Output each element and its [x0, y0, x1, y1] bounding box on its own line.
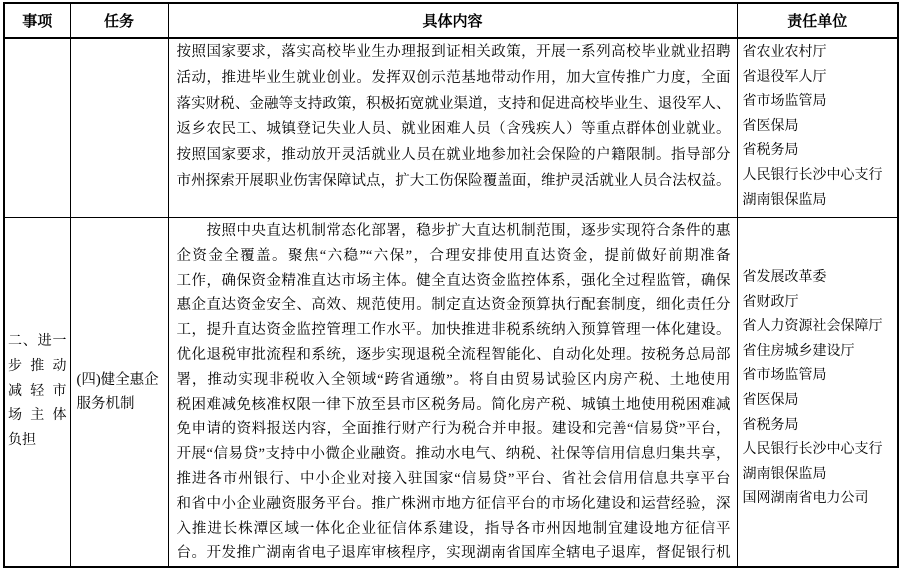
content-paragraph	[169, 39, 737, 195]
table-row	[4, 218, 898, 568]
units-list	[738, 218, 898, 512]
text-line: 按照中央直达机制常态化部署，稳步扩大直达机制范围，逐步实现符合条件的惠	[176, 223, 731, 239]
text-line: 开展“信易贷”支持中小微企业融资。推动水电气、纳税、社保等信用信息归集共享，	[176, 446, 731, 463]
text-line: 按照国家要求，落实高校毕业生办理报到证相关政策，开展一系列高校毕业就业招聘	[176, 44, 731, 60]
units-cell	[737, 218, 898, 568]
item-cell	[4, 218, 70, 568]
text-line: 省市场监管局	[742, 94, 827, 110]
text-line: 省医保局	[742, 118, 799, 134]
text-line: 推进各市州银行、中小企业对接入驻国家“信易贷”平台、省社会信用信息共享平台	[176, 470, 731, 487]
text-line: 省农业农村厅	[742, 45, 827, 60]
text-line: 优化退税审批流程和系统，逐步实现退税全流程智能化、自动化处理。按税务总局部	[176, 346, 731, 363]
text-line: 负担	[8, 433, 36, 449]
units-list	[738, 39, 898, 213]
text-line: 入推进长株潭区域一体化企业征信体系建设，指导各市州因地制宜建设地方征信平	[176, 520, 731, 537]
text-line: 惠企直达资金安全、高效、规范使用。制定直达资金预算执行配套制度，细化责任分	[176, 297, 731, 314]
text-line: 省医保局	[742, 392, 799, 408]
text-line: 二、进一	[8, 334, 67, 350]
text-line: 省财政厅	[742, 294, 799, 310]
text-line: 省市场监管局	[742, 368, 827, 384]
table-row	[4, 38, 898, 218]
text-line: 湖南银保监局	[742, 466, 827, 482]
text-line: 落实财税、金融等支持政策，积极拓宽就业渠道，支持和促进高校毕业生、退役军人、	[176, 95, 731, 112]
text-line: 企资金全覆盖。聚焦“六稳”“六保”，合理安排使用直达资金，提前做好前期准备	[176, 247, 731, 264]
text-line: 工，提升直达资金监控管理工作水平。加快推进非税系统纳入预算管理一体化建设。	[176, 322, 731, 339]
content-cell	[168, 218, 737, 568]
column-header-task: 任务	[70, 3, 168, 38]
text-line: 人民银行长沙中心支行	[742, 442, 883, 458]
task-label: (四)健全惠企服务机制	[76, 371, 159, 413]
table-header-row	[4, 3, 898, 38]
text-line: 人民银行长沙中心支行	[742, 167, 883, 183]
units-cell	[737, 38, 898, 218]
text-line: 按照国家要求，推动放开灵活就业人员在就业地参加社会保险的户籍限制。指导部分	[176, 147, 731, 164]
text-line: 省税务局	[742, 143, 799, 159]
text-line: 省退役军人厅	[742, 69, 827, 85]
text-line: 工作，确保资金精准直达市场主体。健全直达资金监控体系，强化全过程监管，确保	[176, 272, 731, 289]
text-line: 湖南银保监局	[742, 192, 827, 208]
task-cell-empty	[70, 38, 168, 218]
item-label	[5, 330, 70, 454]
text-line: 免申请的资料报送内容，全面推行财产行为税合并申报。建设和完善“信易贷”平台，	[176, 421, 731, 438]
text-line: 省发展改革委	[742, 270, 827, 285]
column-header-item: 事项	[4, 3, 70, 38]
text-line: 减轻市	[8, 383, 67, 399]
text-line: 国网湖南省电力公司	[742, 491, 869, 507]
text-line: 步推动	[8, 359, 67, 375]
task-cell	[70, 218, 168, 568]
text-line: 省税务局	[742, 417, 799, 433]
responsibility-table	[3, 2, 899, 568]
item-cell-empty	[4, 38, 70, 218]
text-line: 市州探索开展职业伤害保障试点，扩大工伤保险覆盖面，维护灵活就业人员合法权益。	[176, 172, 731, 189]
text-line: 省住房城乡建设厅	[742, 343, 855, 359]
column-header-content: 具体内容	[168, 3, 737, 38]
text-line: 返乡农民工、城镇登记失业人员、就业困难人员（含残疾人）等重点群体创业就业。	[176, 121, 731, 138]
content-paragraph	[169, 218, 737, 566]
text-line: 和省中小企业融资服务平台。推广株洲市地方征信平台的市场化建设和运营经验，深	[176, 495, 731, 512]
text-line: 省人力资源社会保障厅	[742, 319, 883, 335]
text-line: 台。开发推广湖南省电子退库审核程序，实现湖南省国库全辖电子退库，督促银行机	[176, 545, 731, 562]
text-line: 场主体	[8, 408, 67, 424]
column-header-unit: 责任单位	[737, 3, 898, 38]
text-line: 活动，推进毕业生就业创业。发挥双创示范基地带动作用，加大宣传推广力度，全面	[176, 69, 731, 86]
text-line: 署，推动实现非税收入全领域“跨省通缴”。将自由贸易试验区内房产税、土地使用	[176, 371, 731, 388]
text-line: 税困难减免核准权限一律下放至县市区税务局。简化房产税、城镇土地使用税困难减	[176, 396, 731, 413]
content-cell	[168, 38, 737, 218]
